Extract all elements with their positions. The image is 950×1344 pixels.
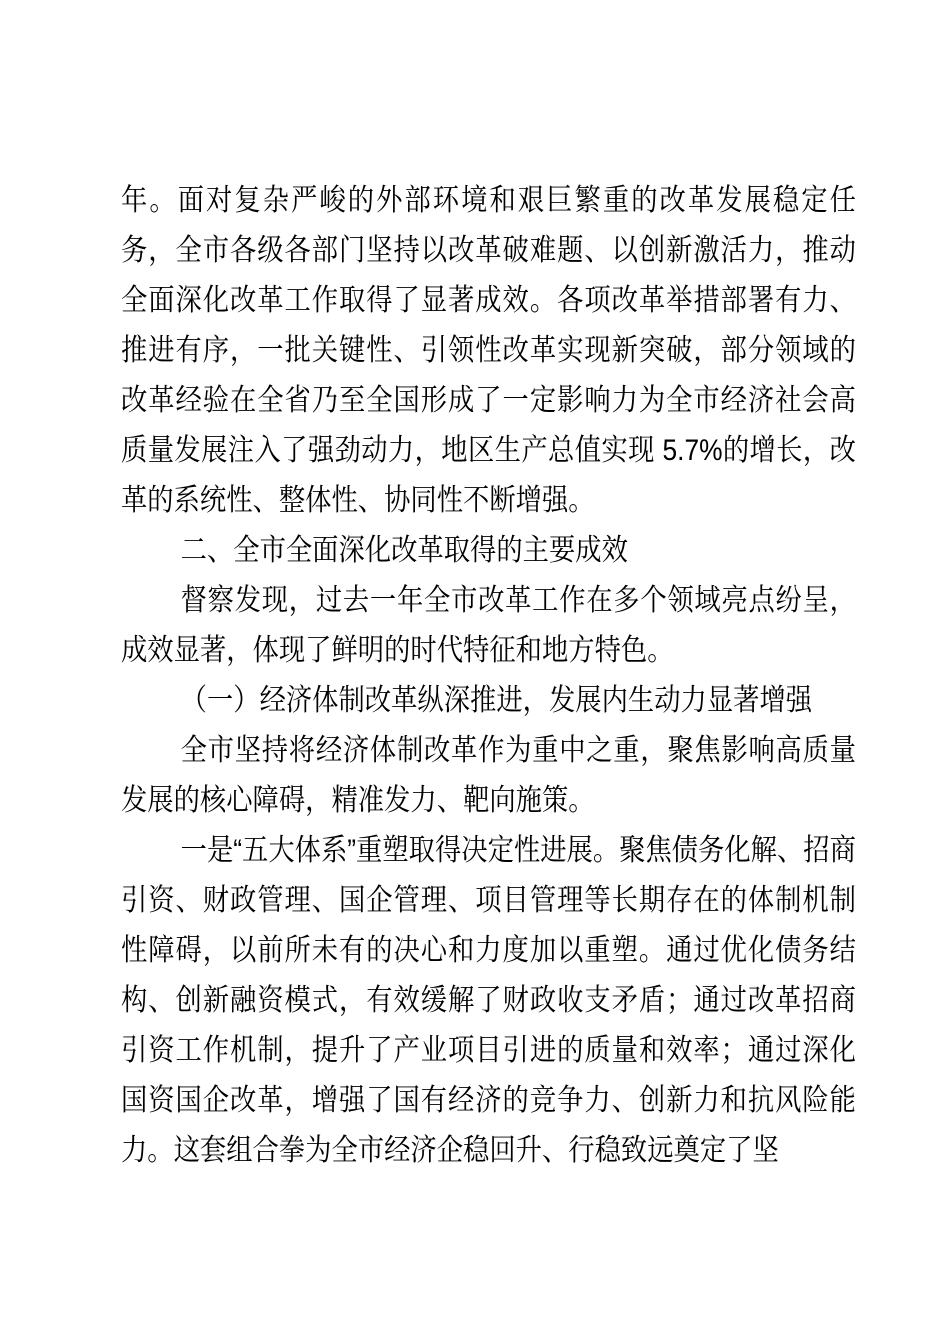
paragraph-3-body: 督察发现，过去一年全市改革工作在多个领域亮点纷呈，成效显著，体现了鲜明的时代特征和地方特色。 [121, 584, 856, 667]
paragraph-4-sub-heading: （一）经济体制改革纵深推进，发展内生动力显著增强 [180, 684, 813, 717]
paragraph-2-heading: 二、全市全面深化改革取得的主要成效 [180, 534, 628, 567]
paragraph-6-body: 一是“五大体系”重塑取得决定性进展。聚焦债务化解、招商引资、财政管理、国企管理、项目管理等长期存在的体制机制性障碍，以前所未有的决心和力度加以重塑。通过优化债务结构、创新融资模式，有效缓解了财政收支矛盾；通过改革招商引资工作机制，提升了产业项目引进的质量和效率；通过深化国资国企改革，增强了国有经济的竞争力、创新力和抗风险能力。这套组合拳为全市经济企稳回升、行稳致远奠定了坚 [121, 834, 856, 1167]
document-content [121, 176, 856, 1176]
paragraph-5-body: 全市坚持将经济体制改革作为重中之重，聚焦影响高质量发展的核心障碍，精准发力、靶向施策。 [121, 734, 856, 817]
paragraph-1-body-continuation: 年。面对复杂严峻的外部环境和艰巨繁重的改革发展稳定任务，全市各级各部门坚持以改革破难题、以创新激活力，推动全面深化改革工作取得了显著成效。各项改革举措部署有力、推进有序，一批关键性、引领性改革实现新突破，部分领域的改革经验在全省乃至全国形成了一定影响力为全市经济社会高质量发展注入了强劲动力，地区生产总值实现 5.7%的增长，改革的系统性、整体性、协同性不断增强。 [121, 184, 856, 517]
